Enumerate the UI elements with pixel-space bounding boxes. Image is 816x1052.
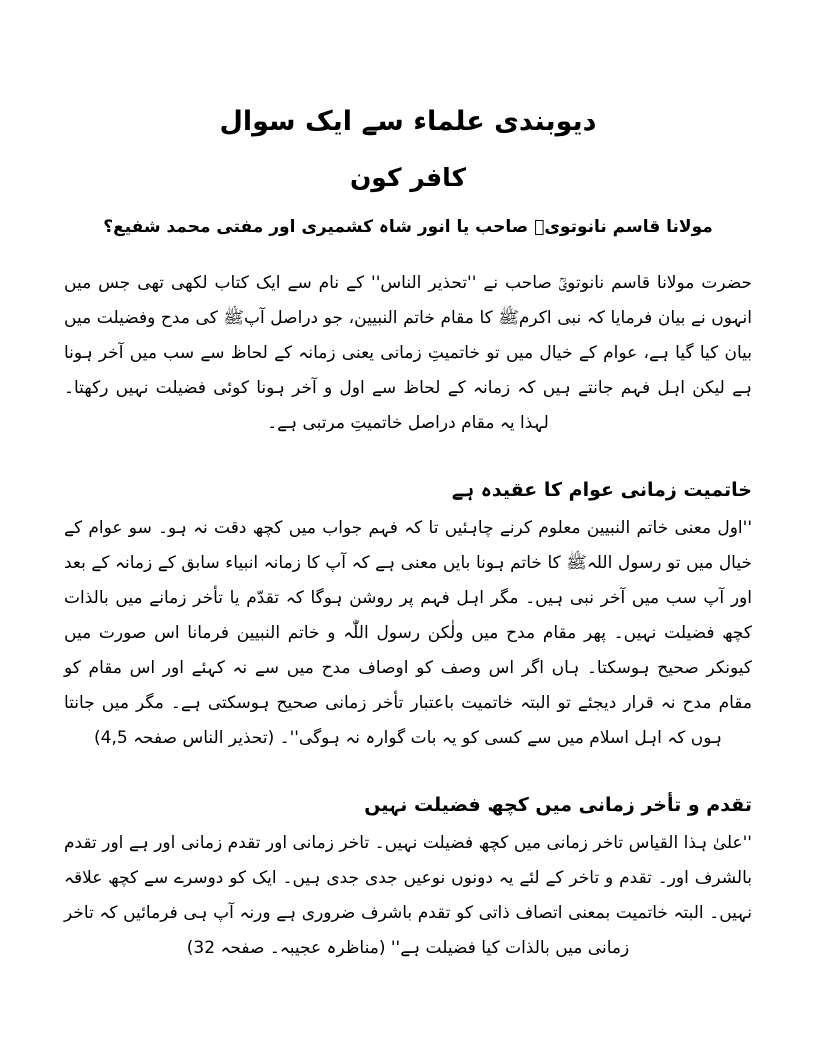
main-title: دیوبندی علماء سے ایک سوال xyxy=(219,106,597,137)
secondary-title: کافر کون xyxy=(349,163,467,193)
section-heading-khatmiyat-zamani: خاتمیت زمانی عوام کا عقیدہ ہے xyxy=(451,479,752,502)
section-heading-taqaddum-taakhur: تقدم و تأخر زمانی میں کچھ فضیلت نہیں xyxy=(364,794,752,817)
section-body-tahzeer-un-naas-quote: ''اول معنی خاتم النبیین معلوم کرنے چاہئیں تا کہ فہم جواب میں کچھ دقت نہ ہو۔ سو عوام کے خیال میں تو رسول اللہﷺ کا خاتم ہونا بایں معنی ہے کہ آپ کا زمانہ انبیاء سابق کے زمانہ کے بعد اور آپ سب میں آخر نبی ہیں۔ مگر اہل فہم پر روشن ہوگا کہ تقدّم یا تأخر زمانے میں بالذات کچھ فضیلت نہیں۔ پھر مقام مدح میں ولٰکن رسول اللّٰہ و خاتم النبیین فرمانا اس صورت میں کیونکر صحیح ہوسکتا۔ ہاں اگر اس وصف کو اوصاف مدح میں سے نہ کہئے اور اس مقام کو مقام مدح نہ قرار دیجئے تو البتہ خاتمیت باعتبار تأخر زمانی صحیح ہوسکتی ہے۔ مگر میں جانتا ہوں کہ اہل اسلام میں سے کسی کو یہ بات گوارہ نہ ہوگی''۔ (تحذیر الناس صفحہ 4,5) xyxy=(64,518,752,749)
intro-paragraph: حضرت مولانا قاسم نانوتویؒ صاحب نے ''تحذیر الناس'' کے نام سے ایک کتاب لکھی تھی جس میں انہوں نے بیان فرمایا کہ نبی اکرمﷺ کا مقام خاتم النبیین، جو دراصل آپﷺ کی مدح وفضیلت میں بیان کیا گیا ہے، عوام کے خیال میں تو خاتمیتِ زمانی یعنی زمانہ کے لحاظ سے سب میں آخر ہونا ہے لیکن اہل فہم جانتے ہیں کہ زمانہ کے لحاظ سے اول و آخر ہونا کوئی فضیلت نہیں رکھتا۔ لہذا یہ مقام دراصل خاتمیتِ مرتبی ہے۔ xyxy=(64,273,752,434)
question-subtitle: مولانا قاسم نانوتویؒ صاحب یا انور شاہ کشمیری اور مفتی محمد شفیع؟ xyxy=(103,216,713,237)
section-body-munazara-ajeeba-quote: ''علیٰ ہذا القیاس تاخر زمانی میں کچھ فضیلت نہیں۔ تاخر زمانی اور تقدم زمانی اور ہے اور تقدم بالشرف اور۔ تقدم و تاخر کے لئے یہ دونوں نوعیں جدی جدی ہیں۔ ایک کو دوسرے سے کچھ علاقہ نہیں۔ البتہ خاتمیت بمعنی اتصاف ذاتی کو تقدم باشرف ضروری ہے ورنہ آپ ہی فرمائیں کہ تاخر زمانی میں بالذات کیا فضیلت ہے'' (مناظرہ عجیبہ۔ صفحہ 32) xyxy=(64,833,752,959)
